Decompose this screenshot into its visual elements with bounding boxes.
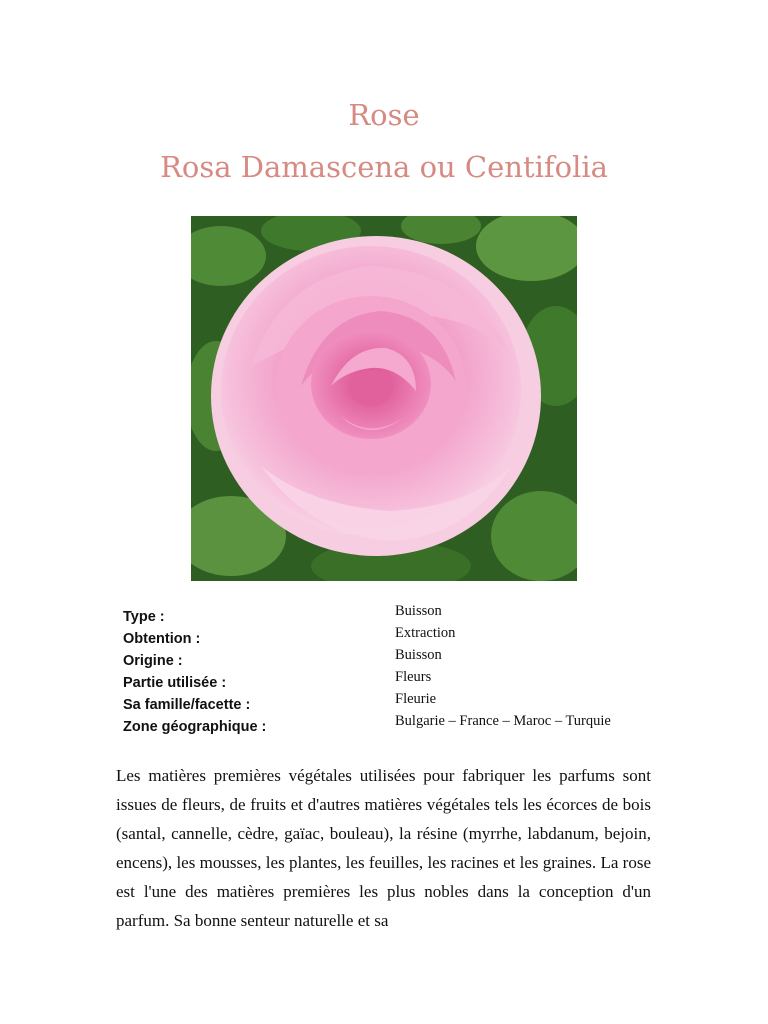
value-obtention: Extraction: [395, 625, 456, 641]
value-origine: Buisson: [395, 647, 442, 663]
label-origine: Origine :: [123, 653, 183, 669]
label-obtention: Obtention :: [123, 631, 201, 647]
body-paragraph: Les matières premières végétales utilisées pour fabriquer les parfums sont issues de fleurs, de fruits et d'autres matières végétales tels les écorces de bois (santal, cannelle, cèdre, gaïac, bouleau), la résine (myrrhe, labdanum, bejoin, encens), les mousses, les plantes, les feuilles, les racines et les graines. La rose est l'une des matières premières les plus nobles dans la conception d'un parfum. Sa bonne senteur naturelle et sa: [116, 766, 651, 930]
page-title: Rose: [348, 98, 420, 132]
details-values: [395, 600, 611, 732]
value-famille-facette: Fleurie: [395, 691, 437, 707]
label-type: Type :: [123, 609, 165, 625]
rose-photo: [191, 216, 577, 581]
value-partie-utilisee: Fleurs: [395, 669, 432, 685]
label-partie-utilisee: Partie utilisée :: [123, 675, 227, 691]
page-subtitle: Rosa Damascena ou Centifolia: [160, 150, 608, 184]
label-famille-facette: Sa famille/facette :: [123, 697, 251, 713]
label-zone-geographique: Zone géographique :: [123, 719, 267, 735]
value-zone-geographique: Bulgarie – France – Maroc – Turquie: [395, 713, 611, 729]
value-type: Buisson: [395, 603, 442, 619]
details-labels: [123, 606, 266, 738]
